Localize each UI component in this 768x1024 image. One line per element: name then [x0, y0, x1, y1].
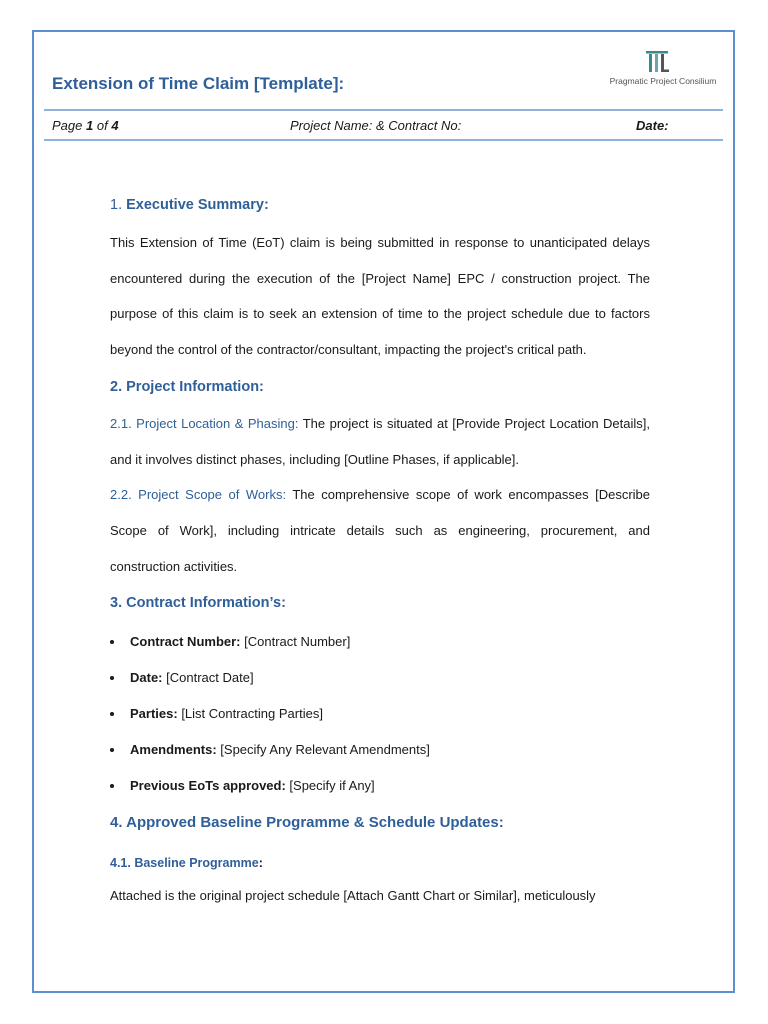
- header-rule-top: [44, 109, 723, 111]
- header-rule-bottom: [44, 139, 723, 141]
- project-location-paragraph: 2.1. Project Location & Phasing: The project is situated at [Provide Project Location Details], and it involves distinct phases, including [Outline Phases, if applicable].: [110, 415, 650, 467]
- section-heading-executive-summary: 1. Executive Summary:: [110, 197, 269, 213]
- subheading-scope-of-works: 2.2. Project Scope of Works:: [110, 487, 287, 503]
- project-scope-paragraph: 2.2. Project Scope of Works: The comprehensive scope of work encompasses [Describe Scope of Work], including intricate details such as engineering, procurement, and construction activities.: [110, 487, 650, 574]
- project-contract-field: Project Name: & Contract No:: [290, 118, 462, 133]
- section-heading-project-information: 2. Project Information:: [110, 378, 264, 395]
- baseline-programme-paragraph: Attached is the original project schedule [Attach Gantt Chart or Similar], meticulously: [110, 888, 596, 904]
- contract-information-list: [110, 624, 650, 804]
- pillars-logo-icon: [644, 50, 670, 74]
- section-heading-baseline-programme: 4. Approved Baseline Programme & Schedule Updates:: [110, 814, 504, 832]
- date-field: Date:: [636, 118, 669, 133]
- subheading-location-phasing: 2.1. Project Location & Phasing:: [110, 415, 299, 431]
- page-indicator: Page 1 of 4: [52, 118, 119, 133]
- list-item: Date: [Contract Date]: [110, 660, 650, 696]
- list-item: Amendments: [Specify Any Relevant Amendments]: [110, 732, 650, 768]
- subheading-baseline-programme: 4.1. Baseline Programme:: [110, 856, 263, 871]
- document-body: [110, 190, 650, 914]
- list-item: Contract Number: [Contract Number]: [110, 624, 650, 660]
- section-heading-contract-information: 3. Contract Information’s:: [110, 595, 286, 612]
- document-title: Extension of Time Claim [Template]:: [52, 74, 345, 93]
- list-item: Previous EoTs approved: [Specify if Any]: [110, 768, 650, 804]
- company-logo: [604, 50, 722, 90]
- executive-summary-paragraph: This Extension of Time (EoT) claim is being submitted in response to unanticipated delays encountered during the execution of the [Project Name] EPC / construction project. The purpose of this claim is to seek an extension of time to the project schedule due to factors beyond the control of the contractor/consultant, impacting the project's critical path.: [110, 235, 650, 358]
- list-item: Parties: [List Contracting Parties]: [110, 696, 650, 732]
- logo-text: Pragmatic Project Consilium: [609, 76, 717, 86]
